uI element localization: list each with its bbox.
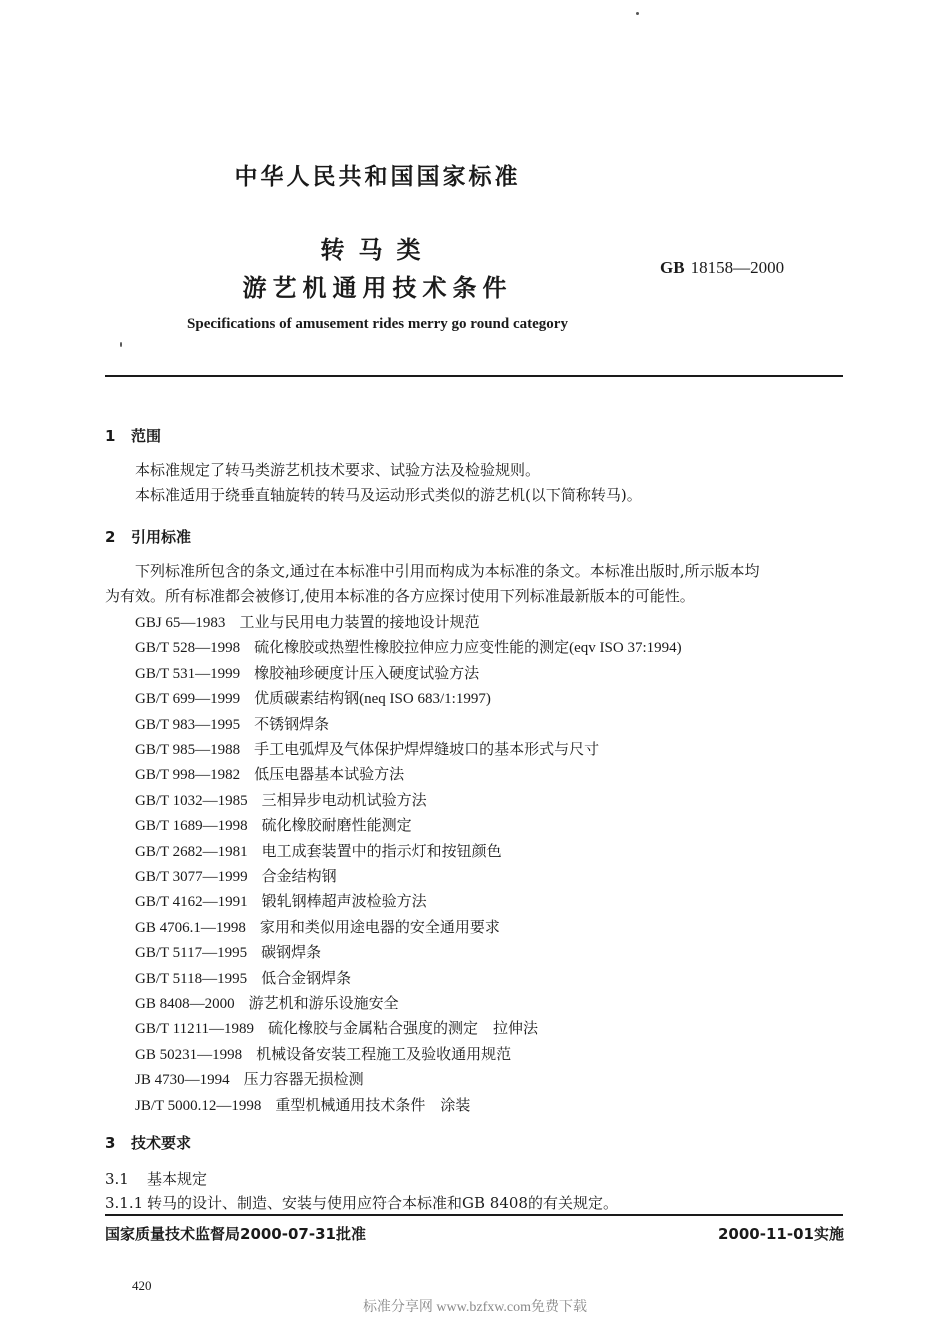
reference-title: 低压电器基本试验方法 — [254, 767, 405, 784]
reference-title: 不锈钢焊条 — [254, 716, 330, 733]
reference-item — [135, 992, 399, 1013]
paragraph: 本标准适用于绕垂直轴旋转的转马及运动形式类似的游艺机(以下简称转马)。 — [135, 486, 642, 504]
reference-item — [135, 1043, 511, 1064]
title-line-2: 游艺机通用技术条件 — [242, 274, 513, 302]
scan-speck — [636, 12, 639, 15]
reference-item — [135, 865, 337, 886]
reference-code: GB/T 2682—1981 — [135, 843, 248, 860]
reference-code: GB/T 531—1999 — [135, 665, 241, 682]
reference-item — [135, 662, 479, 683]
reference-code: GB/T 528—1998 — [135, 640, 241, 657]
section-number: 2 — [105, 528, 116, 546]
reference-code: JB 4730—1994 — [135, 1072, 230, 1089]
paragraph: 下列标准所包含的条文,通过在本标准中引用而构成为本标准的条文。本标准出版时,所示版本均 — [135, 562, 760, 580]
reference-item — [135, 713, 329, 734]
reference-code: GB/T 5117—1995 — [135, 945, 248, 962]
section-title: 引用标准 — [131, 528, 192, 546]
reference-code: GB 50231—1998 — [135, 1046, 243, 1063]
standard-code-prefix: GB — [660, 258, 685, 277]
reference-item — [135, 967, 351, 988]
title-line-1: 转马类 — [320, 236, 435, 264]
reference-item — [135, 738, 599, 759]
reference-code: GB/T 998—1982 — [135, 767, 241, 784]
reference-code: GB/T 1032—1985 — [135, 792, 248, 809]
reference-item — [135, 687, 491, 708]
reference-item — [135, 941, 321, 962]
reference-code: GB/T 5118—1995 — [135, 970, 248, 987]
reference-item — [135, 840, 502, 861]
reference-title: 重型机械通用技术条件 涂装 — [275, 1097, 471, 1114]
header-divider — [105, 375, 843, 377]
approval-date: 国家质量技术监督局2000-07-31批准 — [105, 1225, 366, 1243]
reference-item — [135, 890, 427, 911]
reference-code: GB/T 11211—1989 — [135, 1021, 255, 1038]
reference-code: JB/T 5000.12—1998 — [135, 1097, 262, 1114]
reference-code: GB 4706.1—1998 — [135, 919, 246, 936]
section-number: 1 — [105, 427, 116, 445]
reference-title: 硫化橡胶耐磨性能测定 — [261, 818, 412, 835]
subsection-3-1 — [105, 1168, 207, 1189]
reference-title: 游艺机和游乐设施安全 — [248, 996, 399, 1012]
reference-title: 压力容器无损检测 — [243, 1072, 364, 1089]
clause-number: 3.1.1 — [105, 1194, 144, 1212]
subsection-number: 3.1 — [105, 1170, 129, 1188]
reference-title: 手工电弧焊及气体保护焊焊缝坡口的基本形式与尺寸 — [254, 742, 600, 758]
reference-item — [135, 763, 404, 784]
reference-code: GB/T 1689—1998 — [135, 818, 248, 835]
reference-item — [135, 611, 479, 632]
reference-title: 工业与民用电力装置的接地设计规范 — [239, 615, 480, 631]
section-1-heading — [105, 425, 161, 446]
reference-title: 硫化橡胶与金属粘合强度的测定 拉伸法 — [268, 1021, 539, 1038]
english-title: Specifications of amusement rides merry go round category — [187, 316, 568, 332]
effective-date: 2000-11-01实施 — [718, 1225, 844, 1243]
reference-code: GB/T 4162—1991 — [135, 894, 248, 911]
reference-code: GB/T 3077—1999 — [135, 869, 248, 885]
reference-code: GB 8408—2000 — [135, 996, 235, 1012]
standard-code — [660, 258, 784, 278]
national-standard-heading: 中华人民共和国国家标准 — [234, 164, 521, 190]
reference-item — [135, 1094, 470, 1115]
footer-divider — [105, 1214, 843, 1216]
standard-code-number: 18158—2000 — [690, 258, 785, 277]
reference-code: GB/T 985—1988 — [135, 742, 241, 758]
reference-item — [135, 789, 427, 810]
watermark: 标准分享网 www.bzfxw.com免费下载 — [362, 1300, 588, 1315]
subsection-title: 基本规定 — [147, 1170, 208, 1188]
section-3-heading — [105, 1132, 191, 1153]
reference-code: GB/T 699—1999 — [135, 691, 241, 708]
reference-title: 家用和类似用途电器的安全通用要求 — [259, 919, 500, 936]
section-2-heading — [105, 526, 191, 547]
reference-title: 锻轧钢棒超声波检验方法 — [261, 894, 427, 911]
reference-item — [135, 814, 412, 835]
reference-title: 碳钢焊条 — [261, 945, 322, 962]
reference-item — [135, 636, 682, 657]
reference-title: 硫化橡胶或热塑性橡胶拉伸应力应变性能的测定(eqv ISO 37:1994) — [254, 640, 682, 657]
reference-title: 低合金钢焊条 — [261, 970, 352, 987]
scan-speck — [120, 342, 122, 347]
paragraph-continuation: 为有效。所有标准都会被修订,使用本标准的各方应探讨使用下列标准最新版本的可能性。 — [105, 587, 695, 605]
reference-code: GB/T 983—1995 — [135, 716, 241, 733]
section-title: 技术要求 — [131, 1134, 192, 1152]
reference-title: 合金结构钢 — [261, 869, 337, 885]
reference-title: 优质碳素结构钢(neq ISO 683/1:1997) — [254, 691, 491, 708]
reference-title: 电工成套装置中的指示灯和按钮颜色 — [261, 843, 502, 860]
reference-item — [135, 1068, 364, 1089]
reference-code: GBJ 65—1983 — [135, 615, 226, 631]
section-number: 3 — [105, 1134, 116, 1152]
paragraph: 本标准规定了转马类游艺机技术要求、试验方法及检验规则。 — [135, 461, 541, 479]
reference-item — [135, 916, 500, 937]
reference-title: 三相异步电动机试验方法 — [261, 792, 427, 809]
reference-title: 机械设备安装工程施工及验收通用规范 — [256, 1046, 512, 1063]
reference-title: 橡胶袖珍硬度计压入硬度试验方法 — [254, 665, 480, 682]
clause-3-1-1 — [105, 1192, 618, 1213]
reference-item — [135, 1017, 538, 1038]
section-title: 范围 — [131, 427, 162, 445]
page-number: 420 — [132, 1278, 152, 1293]
clause-text: 转马的设计、制造、安装与使用应符合本标准和GB 8408的有关规定。 — [147, 1194, 618, 1212]
